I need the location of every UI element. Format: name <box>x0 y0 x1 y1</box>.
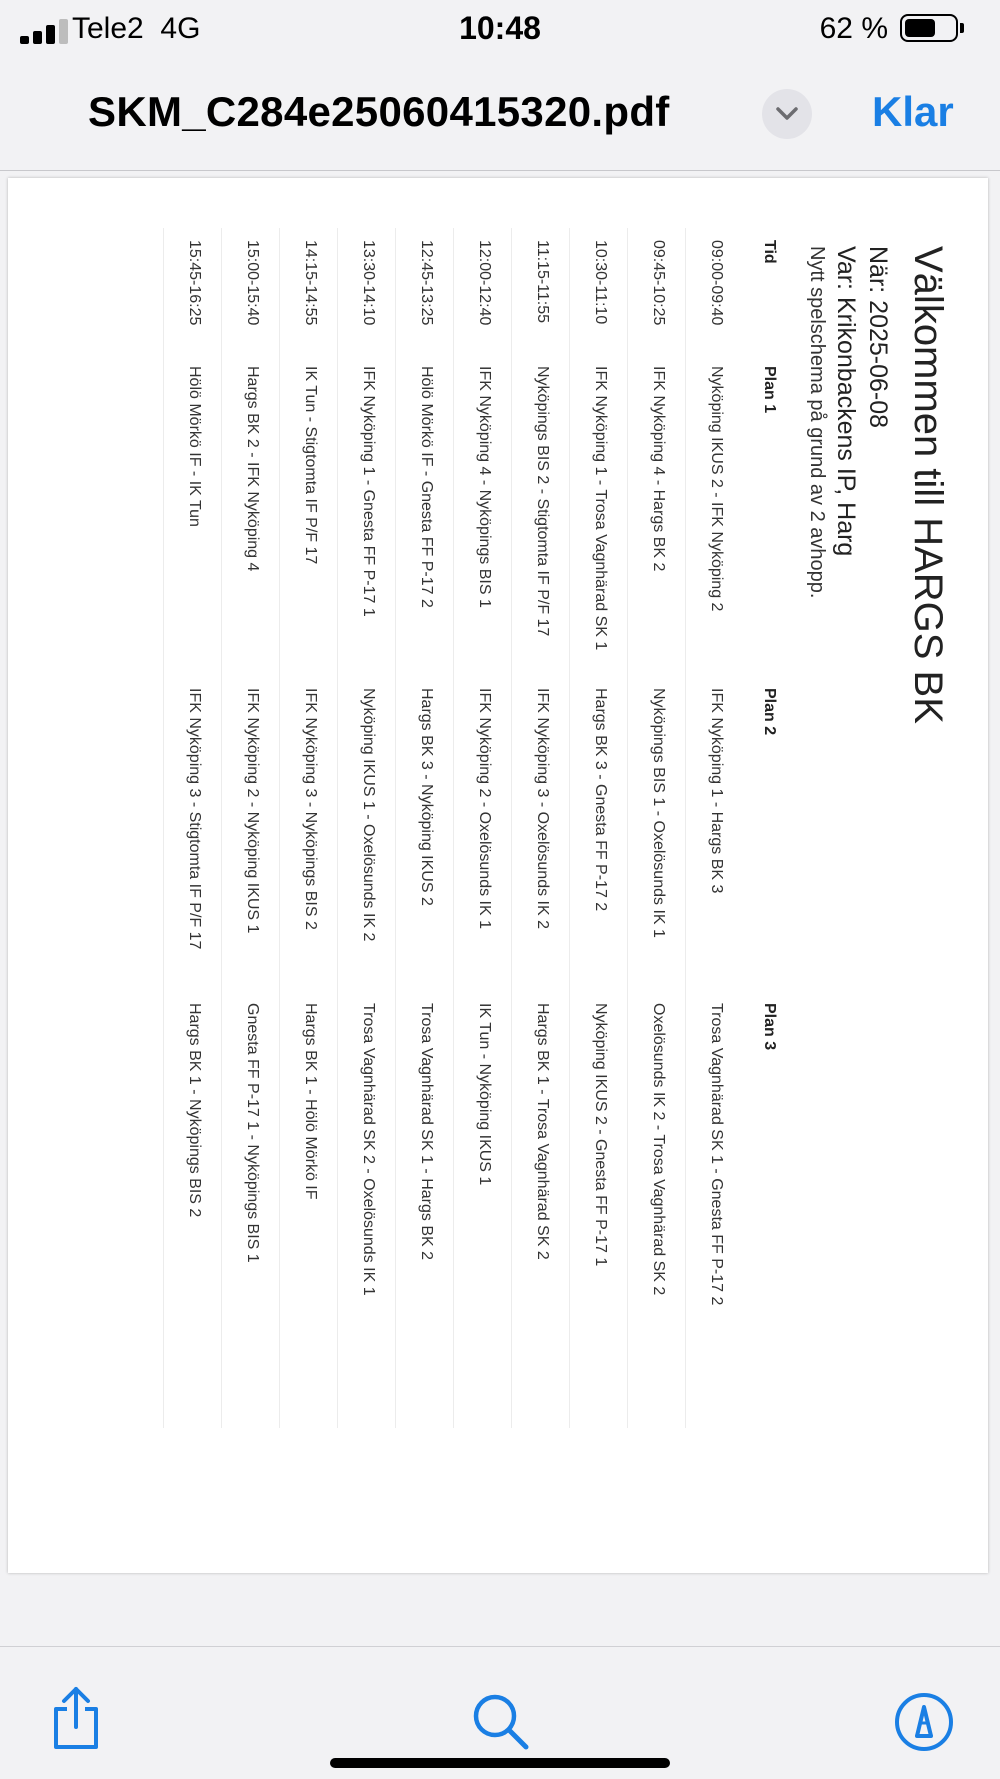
cell-plan2: IFK Nyköping 3 - Stigtomta IF P/F 17 <box>186 688 203 950</box>
cell-plan3: IK Tun - Nyköping IKUS 1 <box>476 1003 493 1186</box>
cell-tid: 13:30-14:10 <box>360 240 377 326</box>
cell-plan1: Nyköping IKUS 2 - IFK Nyköping 2 <box>708 366 725 612</box>
cell-plan2: Nyköpings BIS 1 - Oxelösunds IK 1 <box>650 688 667 938</box>
cell-tid: 15:00-15:40 <box>244 240 261 326</box>
doc-when: När: 2025-06-08 <box>864 246 892 429</box>
cell-plan1: IFK Nyköping 4 - Hargs BK 2 <box>650 366 667 572</box>
table-row <box>337 228 395 1428</box>
row-divider <box>279 228 280 1428</box>
done-button[interactable]: Klar <box>872 88 954 135</box>
cell-plan2: IFK Nyköping 2 - Nyköping IKUS 1 <box>244 688 261 934</box>
cell-plan2: Hargs BK 3 - Gnesta FF P-17 2 <box>592 688 609 912</box>
row-divider <box>337 228 338 1428</box>
cell-plan3: Trosa Vagnhärad SK 2 - Oxelösunds IK 1 <box>360 1003 377 1296</box>
pdf-page[interactable] <box>8 178 988 1573</box>
cell-tid: 11:15-11:55 <box>534 240 551 324</box>
share-icon <box>48 1685 104 1751</box>
cell-plan3: Gnesta FF P-17 1 - Nyköpings BIS 1 <box>244 1003 261 1263</box>
table-row <box>685 228 743 1428</box>
carrier-name: Tele2 <box>72 12 144 45</box>
col-header-plan2: Plan 2 <box>761 688 778 736</box>
cell-tid: 15:45-16:25 <box>186 240 203 326</box>
cell-plan2: Hargs BK 3 - Nyköping IKUS 2 <box>418 688 435 906</box>
row-divider <box>685 228 686 1428</box>
table-row <box>163 228 221 1428</box>
cell-plan1: Hargs BK 2 - IFK Nyköping 4 <box>244 366 261 572</box>
row-divider <box>627 228 628 1428</box>
doc-note: Nytt spelschema på grund av 2 avhopp. <box>806 246 828 599</box>
cell-plan1: IFK Nyköping 1 - Gnesta FF P-17 1 <box>360 366 377 617</box>
cell-plan2: Nyköping IKUS 1 - Oxelösunds IK 2 <box>360 688 377 942</box>
cell-plan1: IFK Nyköping 4 - Nyköpings BIS 1 <box>476 366 493 608</box>
cell-plan1: Nyköpings BIS 2 - Stigtomta IF P/F 17 <box>534 366 551 637</box>
doc-where: Var: Krikonbackens IP, Harg <box>832 246 860 557</box>
row-divider <box>163 228 164 1428</box>
cell-tid: 14:15-14:55 <box>302 240 319 326</box>
cell-tid: 12:45-13:25 <box>418 240 435 326</box>
table-row <box>511 228 569 1428</box>
network-type: 4G <box>160 12 201 45</box>
cell-plan3: Trosa Vagnhärad SK 1 - Hargs BK 2 <box>418 1003 435 1261</box>
cell-plan2: IFK Nyköping 2 - Oxelösunds IK 1 <box>476 688 493 929</box>
row-divider <box>221 228 222 1428</box>
cell-plan3: Trosa Vagnhärad SK 1 - Gnesta FF P-17 2 <box>708 1003 725 1306</box>
cell-plan2: IFK Nyköping 3 - Oxelösunds IK 2 <box>534 688 551 929</box>
row-divider <box>569 228 570 1428</box>
cell-plan3: Hargs BK 1 - Hölö Mörkö IF <box>302 1003 319 1200</box>
table-row <box>453 228 511 1428</box>
search-icon <box>470 1691 532 1753</box>
markup-icon <box>893 1691 955 1753</box>
cell-plan1: Hölö Mörkö IF - IK Tun <box>186 366 203 527</box>
share-button[interactable] <box>48 1685 104 1756</box>
cell-plan3: Oxelösunds IK 2 - Trosa Vagnhärad SK 2 <box>650 1003 667 1296</box>
cell-plan2: IFK Nyköping 1 - Hargs BK 3 <box>708 688 725 894</box>
cell-plan3: Hargs BK 1 - Nyköpings BIS 2 <box>186 1003 203 1218</box>
pdf-page-content <box>8 178 988 1573</box>
home-indicator[interactable] <box>330 1758 670 1768</box>
title-menu-button[interactable] <box>762 89 812 139</box>
cell-plan1: Hölö Mörkö IF - Gnesta FF P-17 2 <box>418 366 435 608</box>
chevron-down-icon <box>775 105 799 123</box>
cell-plan1: IFK Nyköping 1 - Trosa Vagnhärad SK 1 <box>592 366 609 651</box>
cell-plan3: Nyköping IKUS 2 - Gnesta FF P-17 1 <box>592 1003 609 1267</box>
col-header-plan3: Plan 3 <box>761 1003 778 1051</box>
cell-plan2: IFK Nyköping 3 - Nyköpings BIS 2 <box>302 688 319 930</box>
table-row <box>627 228 685 1428</box>
battery-percent: 62 % <box>819 12 888 45</box>
cell-tid: 12:00-12:40 <box>476 240 493 326</box>
title-bar <box>0 60 1000 171</box>
table-row <box>395 228 453 1428</box>
table-row <box>221 228 279 1428</box>
table-row <box>569 228 627 1428</box>
cell-plan3: Hargs BK 1 - Trosa Vagnhärad SK 2 <box>534 1003 551 1260</box>
document-title[interactable]: SKM_C284e25060415320.pdf <box>88 88 670 135</box>
cell-tid: 10:30-11:10 <box>592 240 609 325</box>
row-divider <box>395 228 396 1428</box>
row-divider <box>453 228 454 1428</box>
status-bar <box>0 0 1000 60</box>
battery-icon <box>900 14 966 46</box>
cell-tid: 09:00-09:40 <box>708 240 725 326</box>
markup-button[interactable] <box>893 1691 955 1758</box>
cell-tid: 09:45-10:25 <box>650 240 667 326</box>
col-header-tid: Tid <box>761 240 778 264</box>
col-header-plan1: Plan 1 <box>761 366 778 414</box>
cell-plan1: IK Tun - Stigtomta IF P/F 17 <box>302 366 319 565</box>
row-divider <box>511 228 512 1428</box>
doc-heading: Välkommen till HARGS BK <box>906 246 950 724</box>
search-button[interactable] <box>470 1691 532 1758</box>
clock: 10:48 <box>459 10 541 46</box>
table-row <box>279 228 337 1428</box>
